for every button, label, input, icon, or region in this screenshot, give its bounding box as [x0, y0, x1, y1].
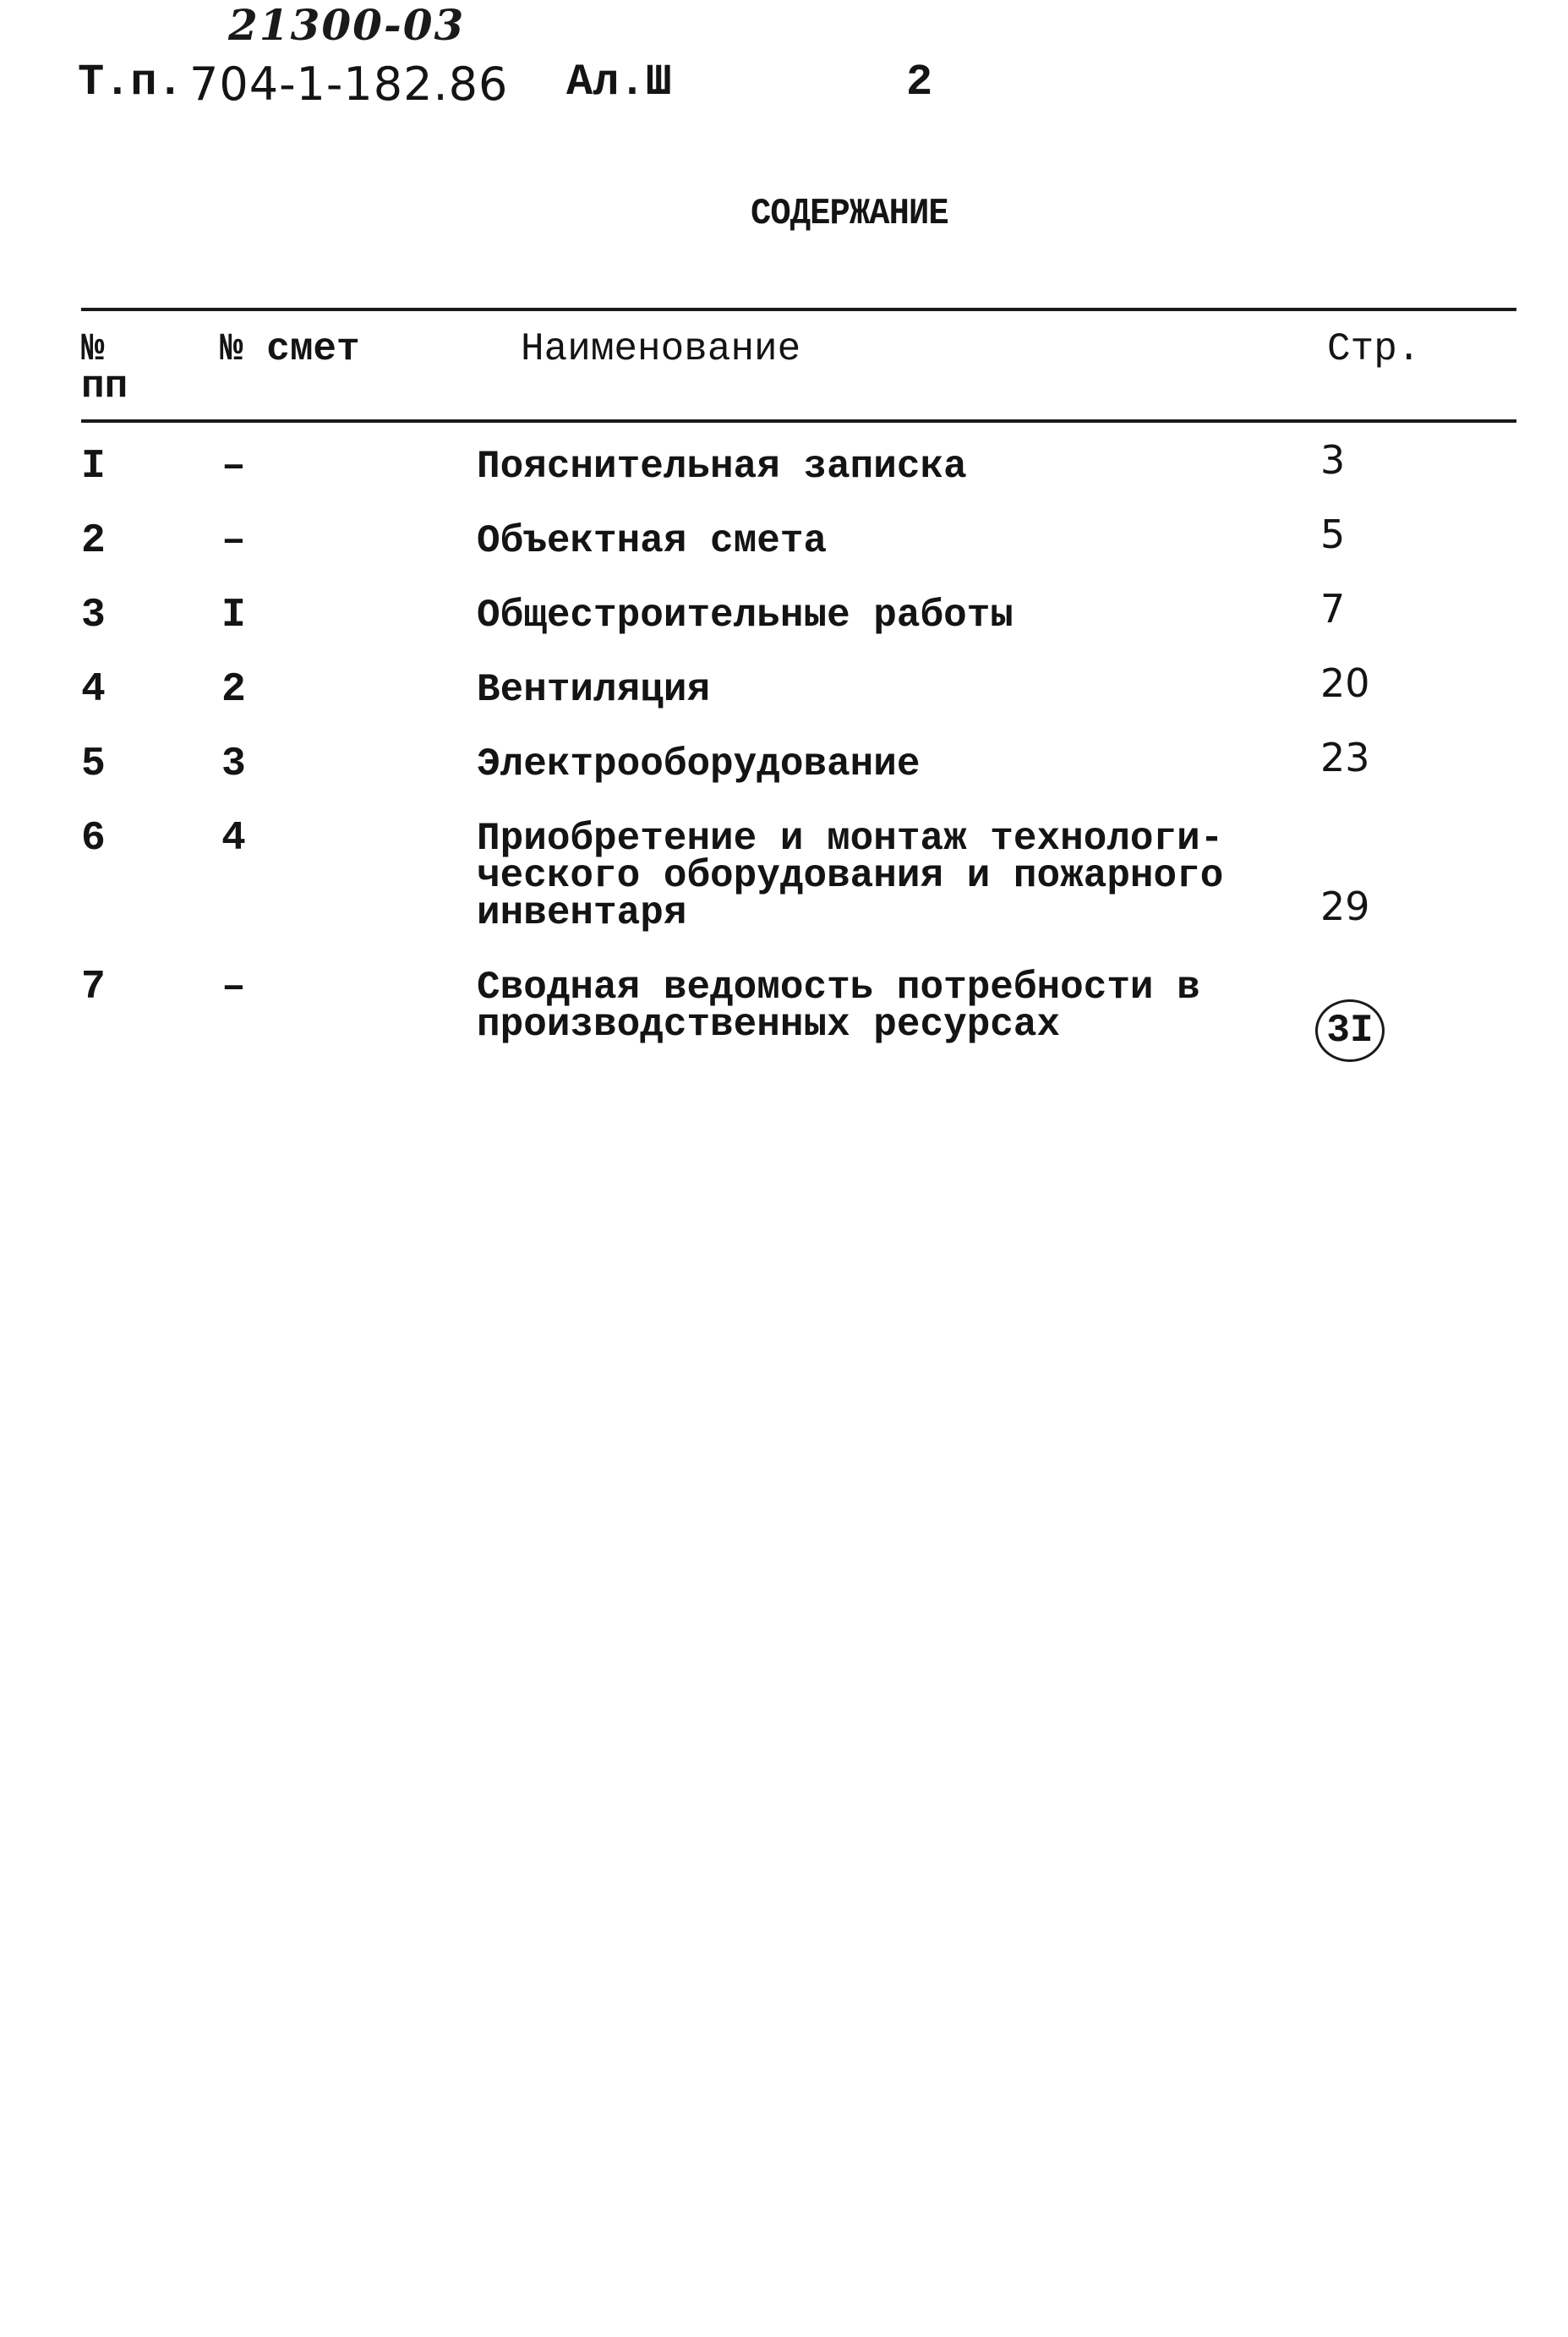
row-page: 20: [1320, 660, 1370, 706]
table-header-rule: [81, 419, 1516, 423]
row-num: 6: [81, 816, 106, 862]
row-num: 3: [81, 593, 106, 638]
header-num: №: [81, 327, 105, 371]
table-top-rule: [81, 308, 1516, 311]
row-num: 4: [81, 667, 106, 713]
row-name: Приобретение и монтаж технологи- ческого оборудования и пожарного инвентаря: [477, 817, 1224, 935]
header-num-sub: пп: [81, 364, 128, 408]
row-page: 5: [1320, 512, 1346, 557]
row-name: Сводная ведомость потребности в производственных ресурсах: [477, 966, 1200, 1047]
row-estimate: –: [221, 444, 246, 490]
row-name: Вентиляция: [477, 668, 711, 712]
row-num: I: [81, 444, 106, 490]
row-page: 23: [1320, 735, 1370, 780]
handwritten-code: 21300-03: [228, 0, 466, 50]
row-page: 29: [1320, 884, 1370, 929]
header-estimate: № смет: [220, 327, 360, 371]
row-num: 2: [81, 518, 106, 564]
row-name: Объектная смета: [477, 519, 828, 563]
row-num: 7: [81, 965, 106, 1010]
album-label: Ал.Ш: [566, 57, 672, 107]
header-name: Наименование: [521, 327, 801, 371]
doc-prefix: Т.п.: [78, 57, 183, 107]
row-estimate: 4: [221, 816, 246, 862]
row-num: 5: [81, 742, 106, 787]
row-name: Общестроительные работы: [477, 594, 1013, 638]
row-name: Пояснительная записка: [477, 445, 967, 489]
row-estimate: –: [221, 965, 246, 1010]
row-estimate: 2: [221, 667, 246, 713]
row-page: 3: [1320, 437, 1346, 483]
contents-title: СОДЕРЖАНИЕ: [751, 193, 948, 235]
page-number: 2: [906, 57, 933, 107]
row-estimate: I: [221, 593, 246, 638]
row-estimate: 3: [221, 742, 246, 787]
row-page: 7: [1320, 586, 1346, 632]
row-estimate: –: [221, 518, 246, 564]
row-name: Электрооборудование: [477, 742, 921, 786]
row-page-circled: 3I: [1315, 999, 1385, 1062]
header-page: Стр.: [1327, 327, 1421, 371]
doc-number: 704-1-182.86: [189, 57, 509, 111]
